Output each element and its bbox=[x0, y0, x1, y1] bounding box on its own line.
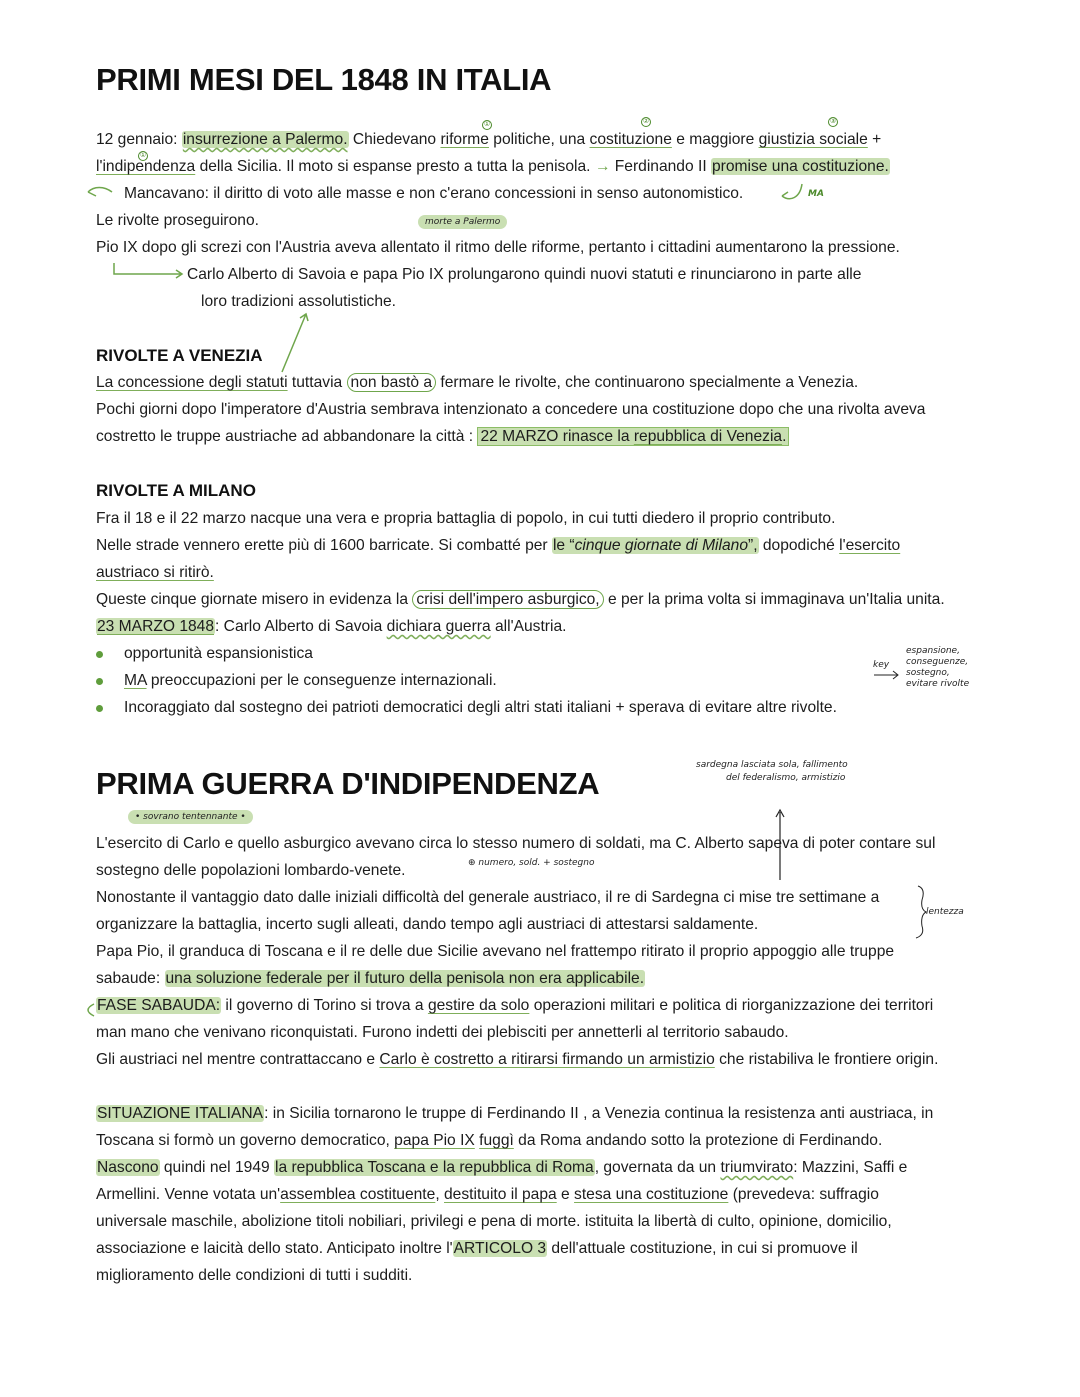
underline: destituito il papa bbox=[444, 1186, 557, 1203]
highlight: SITUAZIONE ITALIANA bbox=[97, 1105, 264, 1122]
text-span: 22 MARZO rinasce la bbox=[480, 428, 634, 445]
paragraph-line: loro tradizioni assolutistiche. bbox=[201, 293, 397, 310]
text-span: della Sicilia. Il moto si espanse presto a tutta la penisola. bbox=[195, 158, 595, 175]
section-title-prima-guerra: PRIMA GUERRA D'INDIPENDENZA bbox=[96, 766, 600, 801]
italic-text: cinque giornate di Milano bbox=[574, 537, 748, 554]
arrow-right-icon bbox=[114, 263, 182, 278]
paragraph-line: L'esercito di Carlo e quello asburgico avevano circa lo stesso numero di soldati, ma C. Alberto sapeva di poter contare sul bbox=[96, 835, 936, 852]
paragraph-line: man mano che venivano riconquistati. Furono indetti dei plebisciti per annetterli al territorio sabaudo. bbox=[96, 1024, 789, 1041]
highlight: insurrezione a Palermo. bbox=[182, 131, 348, 148]
paragraph-line: Le rivolte proseguirono. bbox=[96, 212, 259, 229]
highlight: ARTICOLO 3 bbox=[453, 1240, 547, 1257]
underline: costituzione bbox=[589, 131, 672, 148]
annotation-side-2: conseguenze, bbox=[906, 657, 969, 667]
curved-arrow-icon bbox=[782, 184, 802, 199]
annotation-side-3: sostegno, bbox=[906, 668, 950, 678]
heading-venezia: RIVOLTE A VENEZIA bbox=[96, 346, 263, 365]
circled-text: non bastò a bbox=[347, 373, 437, 392]
curved-arrow-icon bbox=[88, 188, 112, 197]
text-span: . bbox=[782, 428, 787, 445]
arrow-up-icon bbox=[776, 810, 784, 880]
annotation-side-4: evitare rivolte bbox=[906, 679, 970, 689]
underline: riforme bbox=[440, 131, 489, 148]
text-span: Gli austriaci nel mentre contrattaccano e bbox=[96, 1051, 380, 1068]
paragraph-line: sostegno delle popolazioni lombardo-venete. bbox=[96, 862, 406, 879]
underline: l'esercito bbox=[839, 537, 901, 554]
text-span: quindi nel 1949 bbox=[159, 1159, 274, 1176]
annotation-pill-palermo: morte a Palermo bbox=[418, 215, 507, 229]
text-span: e maggiore bbox=[671, 131, 759, 148]
text-span: Ferdinando II bbox=[614, 158, 711, 175]
underline: Carlo è costretto a ritirarsi firmando un armistizio bbox=[379, 1051, 715, 1068]
text-span: ”, bbox=[748, 537, 758, 554]
text-span: che ristabiliva le frontiere origin. bbox=[714, 1051, 939, 1068]
paragraph-line: organizzare la battaglia, incerto sugli alleati, dando tempo agli austriaci di attestarsi saldamente. bbox=[96, 916, 759, 933]
annotation-sardegna-2: del federalismo, armistizio bbox=[726, 773, 846, 783]
text-span: tuttavia bbox=[287, 374, 347, 391]
underline: La concessione degli statuti bbox=[96, 374, 288, 391]
annotation-sardegna-1: sardegna lasciata sola, fallimento bbox=[696, 760, 848, 770]
paragraph-line: Carlo Alberto di Savoia e papa Pio IX prolungarono quindi nuovi statuti e rinunciarono in parte alle bbox=[187, 266, 862, 283]
text-span: Queste cinque giornate misero in evidenza la bbox=[96, 591, 413, 608]
underline: austriaco si ritirò. bbox=[96, 564, 214, 581]
text-span: (prevedeva: suffragio bbox=[728, 1186, 879, 1203]
text-span: : Carlo Alberto di Savoia bbox=[215, 618, 387, 635]
text-span: Armellini. Venne votata un' bbox=[96, 1186, 281, 1203]
number-3-icon: ③ bbox=[829, 118, 837, 125]
circled-text: crisi dell'impero asburgico, bbox=[412, 590, 603, 609]
curve-mark-icon bbox=[88, 1004, 94, 1016]
text-span: Nelle strade vennero erette più di 1600 barricate. Si combatté per bbox=[96, 537, 552, 554]
text-span: : Mazzini, Saffi e bbox=[793, 1159, 908, 1176]
text-span: all'Austria. bbox=[490, 618, 567, 635]
number-2-icon: ② bbox=[642, 118, 650, 125]
text-span: associazione e laicità dello stato. Anticipato inoltre l' bbox=[96, 1240, 453, 1257]
paragraph-line: Pochi giorni dopo l'imperatore d'Austria sembrava intenzionato a concedere una costituzione dopo che una rivolta aveva bbox=[96, 401, 926, 418]
paragraph-line: Nonostante il vantaggio dato dalle iniziali difficoltà del generale austriaco, il re di Sardegna ci mise tre settimane a bbox=[96, 889, 880, 906]
paragraph-line: Fra il 18 e il 22 marzo nacque una vera e propria battaglia di popolo, in cui tutti diedero il proprio contributo. bbox=[96, 510, 836, 527]
text-span: + bbox=[867, 131, 882, 148]
highlight: FASE SABAUDA: bbox=[97, 997, 221, 1014]
annotation-numero: ⊕ numero, sold. + sostegno bbox=[468, 858, 595, 868]
annotation-lentezza: lentezza bbox=[926, 907, 964, 917]
underline: assemblea costituente bbox=[280, 1186, 436, 1203]
text-span: costretto le truppe austriache ad abbandonare la città : bbox=[96, 428, 478, 445]
text-span: politiche, una bbox=[488, 131, 590, 148]
highlight: Nascono bbox=[97, 1159, 159, 1176]
highlight: promise una costituzione. bbox=[712, 158, 889, 175]
annotation-ma: MA bbox=[808, 189, 824, 199]
brace-icon bbox=[916, 886, 926, 938]
paragraph-line: Mancavano: il diritto di voto alle masse e non c'erano concessioni in senso autonomistico. bbox=[124, 185, 744, 202]
underline: stesa una costituzione bbox=[574, 1186, 729, 1203]
text-span: dell'attuale costituzione, in cui si promuove il bbox=[547, 1240, 858, 1257]
text-span: e bbox=[556, 1186, 575, 1203]
highlight: 23 MARZO 1848 bbox=[97, 618, 215, 635]
arrow-right-icon bbox=[874, 671, 898, 679]
wavy-underline: dichiara guerra bbox=[386, 618, 491, 635]
text-span: Chiedevano bbox=[348, 131, 441, 148]
annotation-key: key bbox=[873, 660, 890, 670]
text-span: 12 gennaio: bbox=[96, 131, 182, 148]
underline: l'indipendenza bbox=[96, 158, 196, 175]
arrow-right-icon: → bbox=[594, 158, 615, 175]
text-span: operazioni militari e politica di riorganizzazione dei territori bbox=[529, 997, 934, 1014]
heading-milano: RIVOLTE A MILANO bbox=[96, 481, 256, 500]
number-1-icon: ① bbox=[139, 152, 147, 159]
text-span: sabaude: bbox=[96, 970, 165, 987]
text-span: le “ bbox=[552, 537, 575, 554]
underline: gestire da solo bbox=[427, 997, 530, 1014]
text-span: , bbox=[435, 1186, 444, 1203]
text-span: opportunità espansionistica bbox=[124, 645, 313, 662]
arrow-up-icon bbox=[282, 314, 308, 372]
underline: fuggì bbox=[479, 1132, 514, 1149]
text-span: Toscana si formò un governo democratico, bbox=[96, 1132, 395, 1149]
number-1-icon: ① bbox=[483, 121, 491, 128]
paragraph-line: universale maschile, abolizione titoli nobiliari, privilegi e pena di morte. istituita la libertà di culto, opinione, domicilio, bbox=[96, 1213, 892, 1230]
text-span: il governo di Torino si trova a bbox=[221, 997, 428, 1014]
underline: papa Pio IX bbox=[394, 1132, 475, 1149]
text-span: fermare le rivolte, che continuarono specialmente a Venezia. bbox=[436, 374, 859, 391]
text-span: preoccupazioni per le conseguenze internazionali. bbox=[146, 672, 497, 689]
text-span: Incoraggiato dal sostegno dei patrioti democratici degli altri stati italiani + sperava di evitare altre rivolte. bbox=[124, 699, 837, 716]
section-title-primi-mesi: PRIMI MESI DEL 1848 IN ITALIA bbox=[96, 62, 552, 97]
annotation-pill-sovrano: • sovrano tentennante • bbox=[128, 810, 253, 824]
highlight: una soluzione federale per il futuro della penisola non era applicabile. bbox=[165, 970, 645, 987]
text-span: dopodiché bbox=[758, 537, 840, 554]
paragraph-line: miglioramento delle condizioni di tutti i sudditi. bbox=[96, 1267, 413, 1284]
wavy-underline: triumvirato bbox=[720, 1159, 794, 1176]
paragraph-line: Pio IX dopo gli screzi con l'Austria aveva allentato il ritmo delle riforme, pertanto i cittadini aumentarono la pressione. bbox=[96, 239, 900, 256]
underline: giustizia sociale bbox=[758, 131, 868, 148]
text-span: e per la prima volta si immaginava un'Italia unita. bbox=[603, 591, 945, 608]
text-span: : in Sicilia tornarono le truppe di Ferdinando II , a Venezia continua la resistenza anti austriaca, in bbox=[264, 1105, 934, 1122]
annotation-side-1: espansione, bbox=[906, 646, 960, 656]
text-span: da Roma andando sotto la protezione di Ferdinando. bbox=[513, 1132, 883, 1149]
underline: repubblica di Venezia bbox=[633, 428, 783, 445]
paragraph-line: Papa Pio, il granduca di Toscana e il re delle due Sicilie avevano nel frattempo ritirato il proprio appoggio alle truppe bbox=[96, 943, 895, 960]
underline: MA bbox=[124, 672, 147, 689]
highlight: la repubblica Toscana e la repubblica di Roma bbox=[275, 1159, 594, 1176]
text-span: , governata da un bbox=[594, 1159, 721, 1176]
